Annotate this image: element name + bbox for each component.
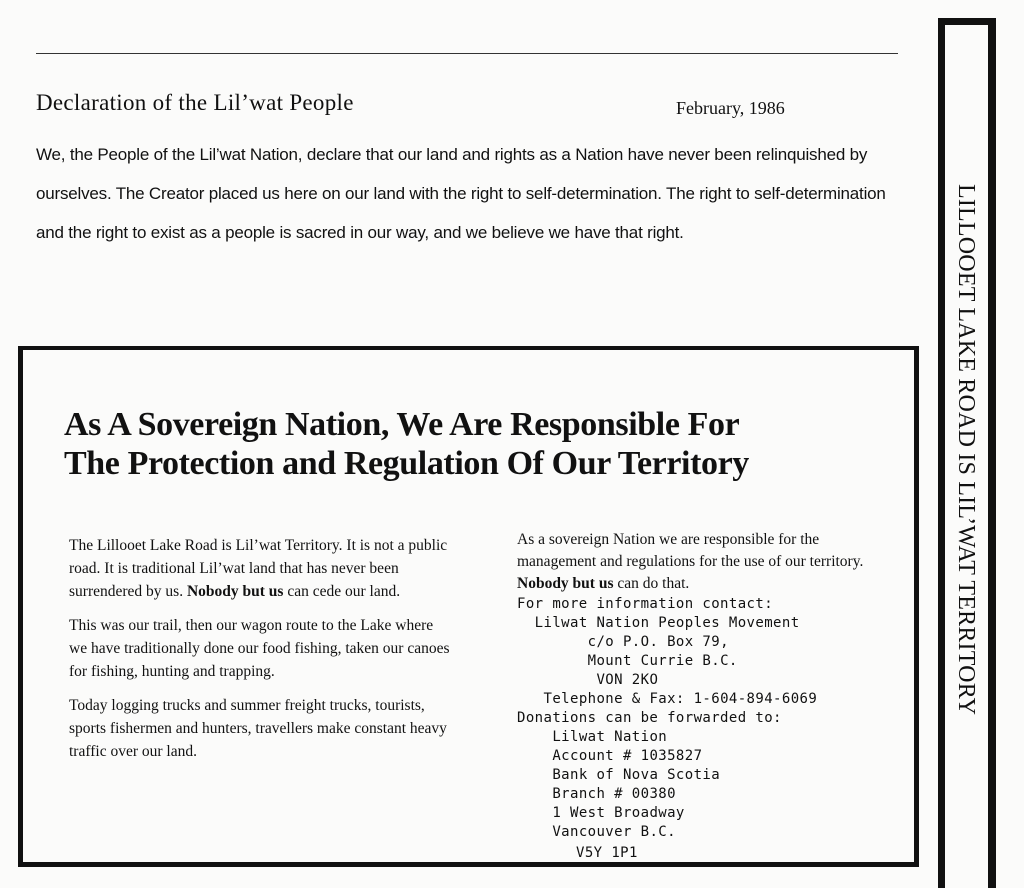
donation-branch: Branch # 00380: [552, 786, 676, 802]
right-paragraph-1: [517, 529, 902, 595]
notice-heading-line-1: As A Sovereign Nation, We Are Responsible For: [64, 406, 740, 443]
notice-left-column: [69, 534, 454, 774]
right-p1-text: As a sovereign Nation we are responsible for the management and regulations for the use of our territory.: [517, 531, 864, 570]
notice-heading-line-2: The Protection and Regulation Of Our Territory: [64, 445, 749, 482]
right-p1-tail: can do that.: [613, 575, 690, 592]
contact-phone: Telephone & Fax: 1-604-894-6069: [543, 691, 818, 707]
notice-right-column: [517, 529, 902, 842]
left-p1-tail: can cede our land.: [283, 583, 401, 600]
side-banner: [945, 115, 995, 785]
declaration-body: We, the People of the Lil’wat Nation, declare that our land and rights as a Nation have never been relinquished by ourselves. The Creator placed us here on our land with the right to self-determination. The right to self-determination and the right to exist as a people is sacred in our way, and we believe we have that right.: [36, 145, 886, 242]
contact-org: Lilwat Nation Peoples Movement: [534, 615, 800, 631]
donation-street: 1 West Broadway: [552, 805, 685, 821]
left-p1-text: The Lillooet Lake Road is Lil’wat Territory. It is not a public road. It is traditional Lil’wat land that has never been surrendered by us.: [69, 537, 448, 600]
donation-bank: Bank of Nova Scotia: [552, 767, 721, 783]
donation-city: Vancouver B.C.: [552, 824, 676, 840]
declaration-title: Declaration of the Lil’wat People: [36, 90, 354, 115]
donation-postal-code: V5Y 1P1: [576, 845, 638, 861]
left-paragraph-3: Today logging trucks and summer freight trucks, tourists, sports fishermen and hunters, travellers make constant heavy traffic over our land.: [69, 697, 447, 760]
donation-name: Lilwat Nation: [552, 729, 668, 745]
contact-address-1: c/o P.O. Box 79,: [587, 634, 729, 650]
donation-account: Account # 1035827: [552, 748, 703, 764]
donations-heading: Donations can be forwarded to:: [517, 710, 782, 726]
notice-heading: [64, 405, 904, 483]
contact-postal: VON 2KO: [596, 672, 659, 688]
top-divider-rule: [36, 53, 898, 54]
contact-block: [517, 595, 902, 842]
contact-heading: For more information contact:: [517, 596, 774, 612]
left-paragraph-2: This was our trail, then our wagon route to the Lake where we have traditionally done our food fishing, taken our canoes for fishing, hunting and trapping.: [69, 617, 450, 680]
declaration-date: February, 1986: [676, 98, 785, 118]
right-p1-bold: Nobody but us: [517, 575, 614, 592]
side-banner-text: LILLOOET LAKE ROAD IS LIL’WAT TERRITORY: [953, 184, 979, 716]
left-paragraph-1: [69, 534, 454, 603]
left-p1-bold: Nobody but us: [186, 583, 284, 600]
contact-address-2: Mount Currie B.C.: [587, 653, 738, 669]
